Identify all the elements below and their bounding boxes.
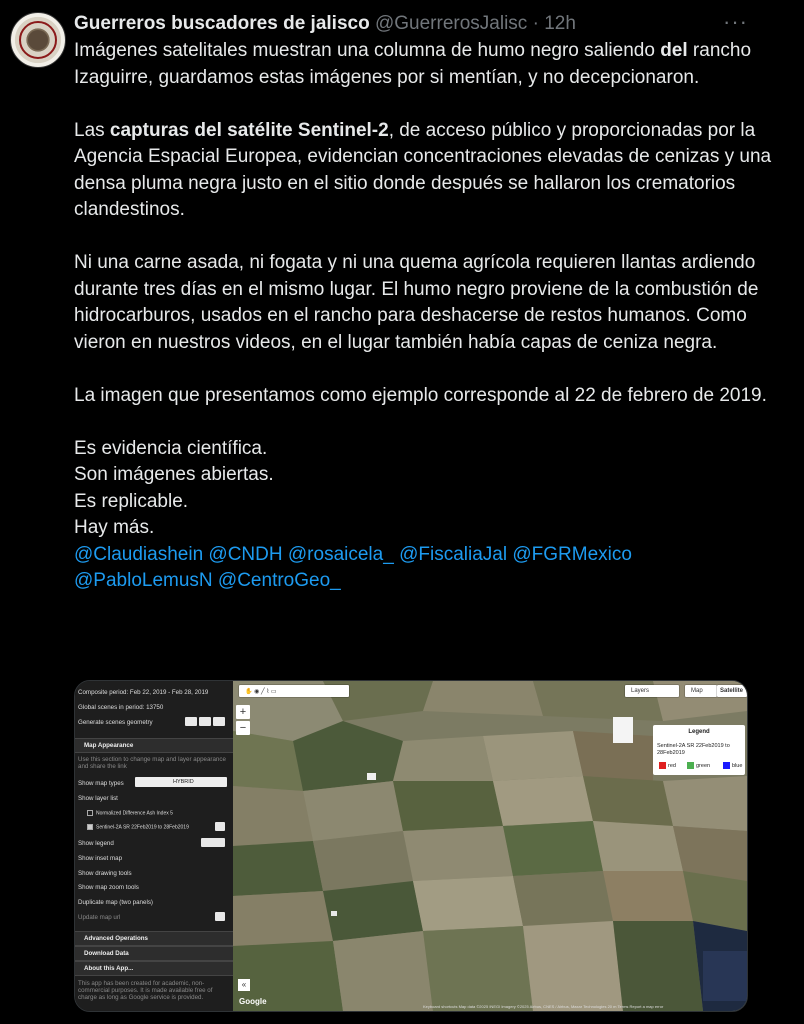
layers-label: Layers bbox=[631, 688, 650, 694]
download-label: Download Data bbox=[84, 950, 129, 957]
map-type-value: HYBRID bbox=[173, 779, 194, 785]
point-tool-button[interactable] bbox=[213, 717, 225, 726]
show-drawing-tools[interactable]: Show drawing tools bbox=[78, 870, 132, 877]
advanced-label: Advanced Operations bbox=[84, 935, 148, 942]
p2-bold: capturas del satélite Sentinel-2 bbox=[109, 119, 389, 141]
global-scenes: Global scenes in period: 13750 bbox=[78, 704, 164, 711]
show-zoom-tools[interactable]: Show map zoom tools bbox=[78, 884, 139, 891]
paragraph-1 bbox=[74, 38, 774, 91]
link-icon[interactable] bbox=[215, 912, 225, 921]
marker-tool-button[interactable] bbox=[185, 717, 197, 726]
collapse-panel-button[interactable]: « bbox=[238, 979, 250, 991]
tweet-media-screenshot[interactable] bbox=[74, 680, 748, 1012]
map-attribution: Keyboard shortcuts Map data ©2025 INEGI Imagery ©2025 Airbus, CNES / Airbus, Maxar Technologies 20 m Terms Report a map error bbox=[423, 1004, 664, 1009]
drawing-tools-icon: ✋ ◉ ╱ ⌇ ▭ bbox=[245, 689, 277, 695]
line-tool-button[interactable] bbox=[199, 717, 211, 726]
map-label: Map bbox=[691, 688, 703, 694]
map-appearance-label: Map Appearance bbox=[84, 742, 134, 749]
legend-label-red: red bbox=[668, 763, 676, 769]
zoom-out-button[interactable]: − bbox=[236, 721, 250, 735]
mention-link[interactable]: @rosaicela_ bbox=[287, 543, 394, 565]
mention-link[interactable]: @CNDH bbox=[208, 543, 283, 565]
tweet-text bbox=[74, 38, 774, 595]
p1-text-a: Imágenes satelitales muestran una columna de humo negro saliendo bbox=[74, 40, 661, 61]
legend-label-blue: blue bbox=[732, 763, 743, 769]
paragraph-5 bbox=[74, 436, 774, 595]
about-label: About this App... bbox=[84, 965, 134, 972]
show-inset-map[interactable]: Show inset map bbox=[78, 855, 123, 862]
layer-1-label: Normalized Difference Ash Index 5 bbox=[96, 810, 173, 817]
map-type-satellite-button[interactable] bbox=[717, 685, 747, 697]
disclaimer: This app has been created for academic, non-commercial purposes. It is made available free of charge as long as Google service is provided. bbox=[78, 980, 213, 1001]
line-2: Son imágenes abiertas. bbox=[74, 464, 274, 485]
legend-swatch-green bbox=[687, 762, 694, 769]
map-appearance-section[interactable] bbox=[75, 738, 233, 753]
map-type-select[interactable] bbox=[135, 777, 227, 787]
generate-geometry-label: Generate scenes geometry bbox=[78, 719, 153, 726]
p1-text-c: rancho Izaguirre, guardamos estas imágenes por si mentían, y no decepcionaron. bbox=[74, 40, 752, 88]
paragraph-3: Ni una carne asada, ni fogata y ni una quema agrícola requieren llantas ardiendo durante tres días en el mismo lugar. El humo negro proviene de la combustión de hidrocarburos, usados en el rancho para deshacerse de restos humanos. Como vieron en nuestros videos, en el lugar también había capas de ceniza negra. bbox=[74, 252, 759, 353]
satellite-label: Satellite bbox=[720, 688, 744, 694]
line-1: Es evidencia científica. bbox=[74, 437, 268, 459]
layer-checkbox[interactable] bbox=[87, 810, 93, 816]
paragraph-2 bbox=[74, 118, 774, 224]
show-map-types[interactable]: Show map types bbox=[78, 780, 124, 787]
show-legend[interactable]: Show legend bbox=[78, 840, 114, 847]
avatar-core bbox=[28, 30, 48, 50]
layer-settings-button[interactable] bbox=[215, 822, 225, 831]
mention-link[interactable]: @FiscaliaJal bbox=[399, 543, 508, 565]
mention-link[interactable]: @Claudiashein bbox=[74, 543, 204, 565]
mention-link[interactable]: @CentroGeo_ bbox=[217, 570, 341, 591]
satellite-map[interactable] bbox=[233, 681, 747, 1011]
drawing-toolbar[interactable] bbox=[239, 685, 349, 697]
p1-bold: del bbox=[660, 40, 688, 61]
show-layer-list[interactable]: Show layer list bbox=[78, 795, 118, 802]
appearance-help: Use this section to change map and layer appearance and share the link bbox=[78, 756, 226, 770]
tweet-time[interactable]: 12h bbox=[544, 13, 576, 34]
layer-item[interactable] bbox=[87, 824, 189, 830]
legend-label-green: green bbox=[696, 763, 711, 769]
avatar[interactable] bbox=[10, 12, 66, 68]
legend-layer-name: Sentinel-2A SR 22Feb2019 to 28Feb2019 bbox=[657, 743, 730, 756]
line-3: Es replicable. bbox=[74, 490, 189, 512]
download-data-section[interactable] bbox=[75, 946, 233, 961]
map-legend bbox=[653, 725, 745, 775]
author-handle[interactable]: @GuerrerosJalisc bbox=[374, 13, 528, 34]
more-options-icon[interactable]: ··· bbox=[723, 9, 748, 34]
google-logo: Google bbox=[239, 997, 267, 1006]
layer-item[interactable] bbox=[87, 810, 173, 816]
author-name[interactable]: Guerreros buscadores de jalisco bbox=[74, 13, 370, 34]
advanced-operations-section[interactable] bbox=[75, 931, 233, 946]
header-separator: · bbox=[532, 13, 539, 34]
about-section[interactable] bbox=[75, 961, 233, 976]
p2-text-c: , de acceso público y proporcionadas por la Agencia Espacial Europea, evidencian concentraciones elevadas de cenizas y una densa pluma negra justo en el sitio donde después se hallaron los crematorios clandestinos. bbox=[74, 119, 772, 220]
layer-2-label: Sentinel-2A SR 22Feb2019 to 28Feb2019 bbox=[96, 824, 189, 831]
legend-swatch-blue bbox=[723, 762, 730, 769]
line-4: Hay más. bbox=[74, 517, 155, 538]
legend-swatch-red bbox=[659, 762, 666, 769]
legend-title: Legend bbox=[688, 729, 710, 735]
p2-text-a: Las bbox=[74, 119, 110, 141]
app-side-panel bbox=[75, 681, 233, 1011]
mention-link[interactable]: @FGRMexico bbox=[512, 543, 632, 565]
map-type-map-button[interactable] bbox=[685, 685, 717, 697]
tweet-header bbox=[74, 12, 576, 36]
zoom-in-button[interactable]: + bbox=[236, 705, 250, 719]
composite-period: Composite period: Feb 22, 2019 - Feb 28, 2019 bbox=[78, 689, 209, 696]
mention-link[interactable]: @PabloLemusN bbox=[74, 570, 213, 591]
duplicate-map[interactable]: Duplicate map (two panels) bbox=[78, 899, 153, 906]
paragraph-4: La imagen que presentamos como ejemplo corresponde al 22 de febrero de 2019. bbox=[74, 384, 767, 406]
legend-select[interactable] bbox=[201, 838, 225, 847]
update-map-url[interactable]: Update map url bbox=[78, 914, 121, 921]
layers-button[interactable] bbox=[625, 685, 679, 697]
layer-checkbox[interactable] bbox=[87, 824, 93, 830]
